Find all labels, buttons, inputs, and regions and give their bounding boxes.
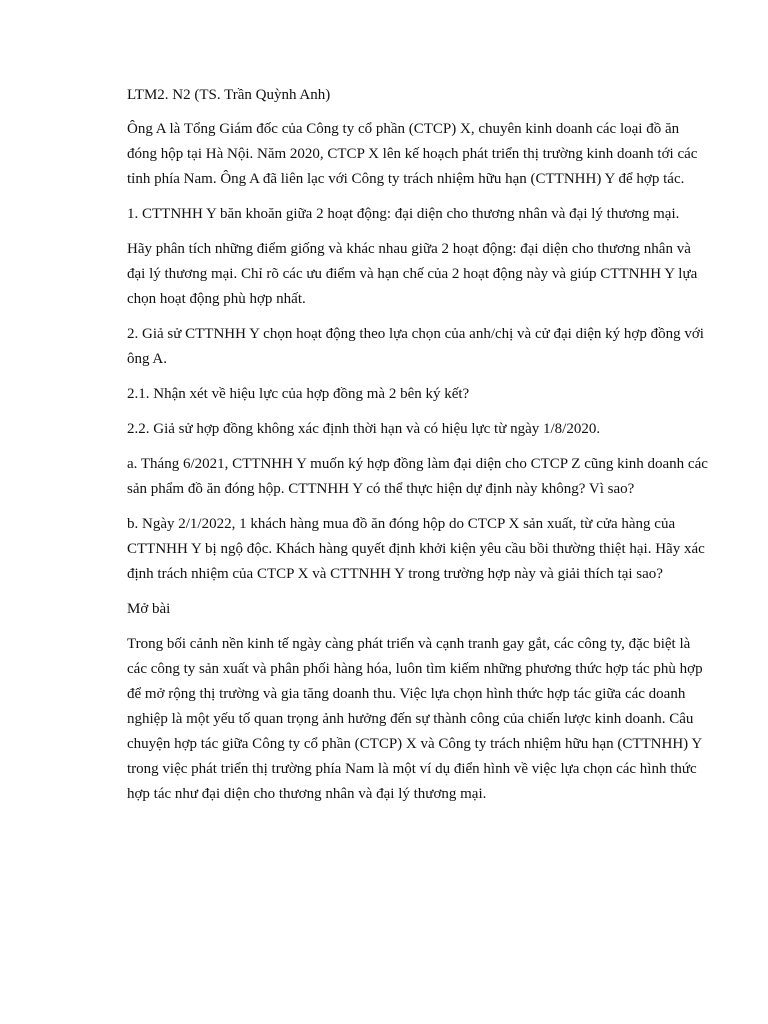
section-heading-mo-bai: Mở bài bbox=[127, 601, 171, 617]
paragraph-question-2-2-a: a. Tháng 6/2021, CTTNHH Y muốn ký hợp đồng làm đại diện cho CTCP Z cũng kinh doanh các sản phẩm đồ ăn đóng hộp. CTTNHH Y có thể thực hiện dự định này không? Vì sao? bbox=[127, 456, 708, 497]
paragraph-question-1-detail: Hãy phân tích những điểm giống và khác nhau giữa 2 hoạt động: đại diện cho thương nhân và đại lý thương mại. Chỉ rõ các ưu điểm và hạn chế của 2 hoạt động này và giúp CTTNHH Y lựa chọn hoạt động phù hợp nhất. bbox=[127, 241, 698, 307]
paragraph-question-2: 2. Giả sử CTTNHH Y chọn hoạt động theo lựa chọn của anh/chị và cử đại diện ký hợp đồng với ông A. bbox=[127, 326, 704, 367]
paragraph-mo-bai-body: Trong bối cảnh nền kinh tế ngày càng phát triển và cạnh tranh gay gắt, các công ty, đặc biệt là các công ty sản xuất và phân phối hàng hóa, luôn tìm kiếm những phương thức hợp tác phù hợp để mở rộng thị trường và gia tăng doanh thu. Việc lựa chọn hình thức hợp tác giữa các doanh nghiệp là một yếu tố quan trọng ảnh hưởng đến sự thành công của chiến lược kinh doanh. Câu chuyện hợp tác giữa Công ty cổ phần (CTCP) X và Công ty trách nhiệm hữu hạn (CTTNHH) Y trong việc phát triển thị trường phía Nam là một ví dụ điển hình về việc lựa chọn các hình thức hợp tác như đại diện cho thương nhân và đại lý thương mại. bbox=[127, 636, 703, 802]
paragraph-intro: Ông A là Tổng Giám đốc của Công ty cổ phần (CTCP) X, chuyên kinh doanh các loại đồ ăn đóng hộp tại Hà Nội. Năm 2020, CTCP X lên kế hoạch phát triển thị trường kinh doanh tới các tỉnh phía Nam. Ông A đã liên lạc với Công ty trách nhiệm hữu hạn (CTTNHH) Y để hợp tác. bbox=[127, 121, 698, 187]
paragraph-question-1: 1. CTTNHH Y băn khoăn giữa 2 hoạt động: đại diện cho thương nhân và đại lý thương mại. bbox=[127, 206, 680, 222]
document-title: LTM2. N2 (TS. Trần Quỳnh Anh) bbox=[127, 87, 331, 103]
paragraph-question-2-2: 2.2. Giả sử hợp đồng không xác định thời hạn và có hiệu lực từ ngày 1/8/2020. bbox=[127, 421, 601, 437]
paragraph-question-2-2-b: b. Ngày 2/1/2022, 1 khách hàng mua đồ ăn đóng hộp do CTCP X sản xuất, từ cửa hàng của CTTNHH Y bị ngộ độc. Khách hàng quyết định khởi kiện yêu cầu bồi thường thiệt hại. Hãy xác định trách nhiệm của CTCP X và CTTNHH Y trong trường hợp này và giải thích tại sao? bbox=[127, 516, 705, 582]
paragraph-question-2-1: 2.1. Nhận xét về hiệu lực của hợp đồng mà 2 bên ký kết? bbox=[127, 386, 470, 402]
